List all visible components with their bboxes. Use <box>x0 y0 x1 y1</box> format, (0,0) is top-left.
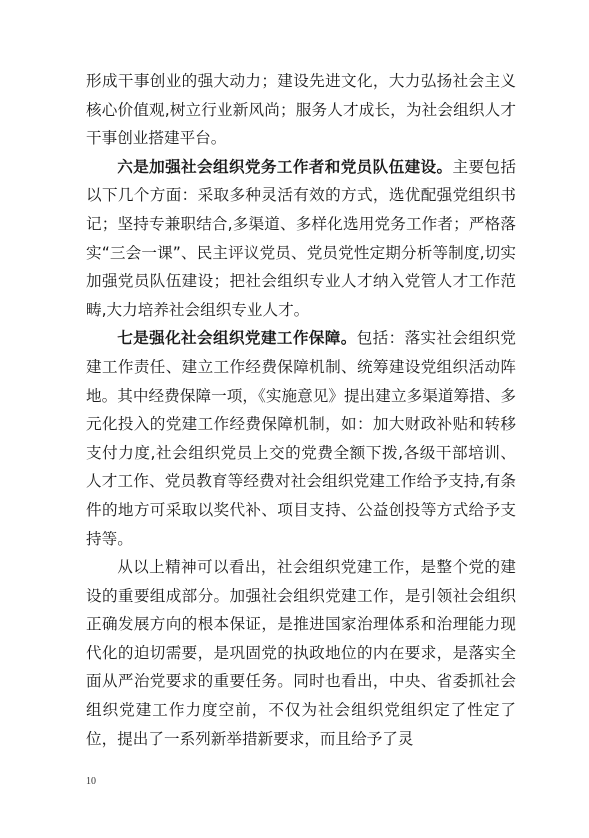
page-number: 10 <box>86 776 96 787</box>
paragraph-2-text: 主要包括以下几个方面：采取多种灵活有效的方式，选优配强党组织书记；坚持专兼职结合,多渠道、多样化选用党务工作者；严格落实“三会一课”、民主评议党员、党员党性定期分析等制度,切实加强党员队伍建设；把社会组织专业人才纳入党管人才工作范畴,大力培养社会组织专业人才。 <box>86 157 516 319</box>
paragraph-3-lead: 七是强化社会组织党建工作保障。 <box>117 329 357 348</box>
paragraph-4-text: 从以上精神可以看出，社会组织党建工作，是整个党的建设的重要组成部分。加强社会组织党建工作，是引领社会组织正确发展方向的根本保证，是推进国家治理体系和治理能力现代化的迫切需要，是巩固党的执政地位的内在要求，是落实全面从严治党要求的重要任务。同时也看出，中央、省委抓社会组织党建工作力度空前，不仅为社会组织党组织定了性定了位，提出了一系列新举措新要求，而且给予了灵 <box>86 558 516 748</box>
paragraph-3 <box>86 324 516 553</box>
paragraph-2 <box>86 153 516 325</box>
paragraph-1 <box>86 67 516 153</box>
paragraph-4 <box>86 553 516 753</box>
paragraph-1-text: 形成干事创业的强大动力；建设先进文化，大力弘扬社会主义核心价值观,树立行业新风尚；服务人才成长，为社会组织人才干事创业搭建平台。 <box>86 72 516 148</box>
document-body <box>86 67 516 753</box>
paragraph-3-text: 包括：落实社会组织党建工作责任、建立工作经费保障机制、统筹建设党组织活动阵地。其中经费保障一项，《实施意见》提出建立多渠道筹措、多元化投入的党建工作经费保障机制，如：加大财政补贴和转移支付力度,社会组织党员上交的党费全额下拨,各级干部培训、人才工作、党员教育等经费对社会组织党建工作给予支持,有条件的地方可采取以奖代补、项目支持、公益创投等方式给予支持等。 <box>86 329 516 548</box>
paragraph-2-lead: 六是加强社会组织党务工作者和党员队伍建设。 <box>117 157 453 176</box>
